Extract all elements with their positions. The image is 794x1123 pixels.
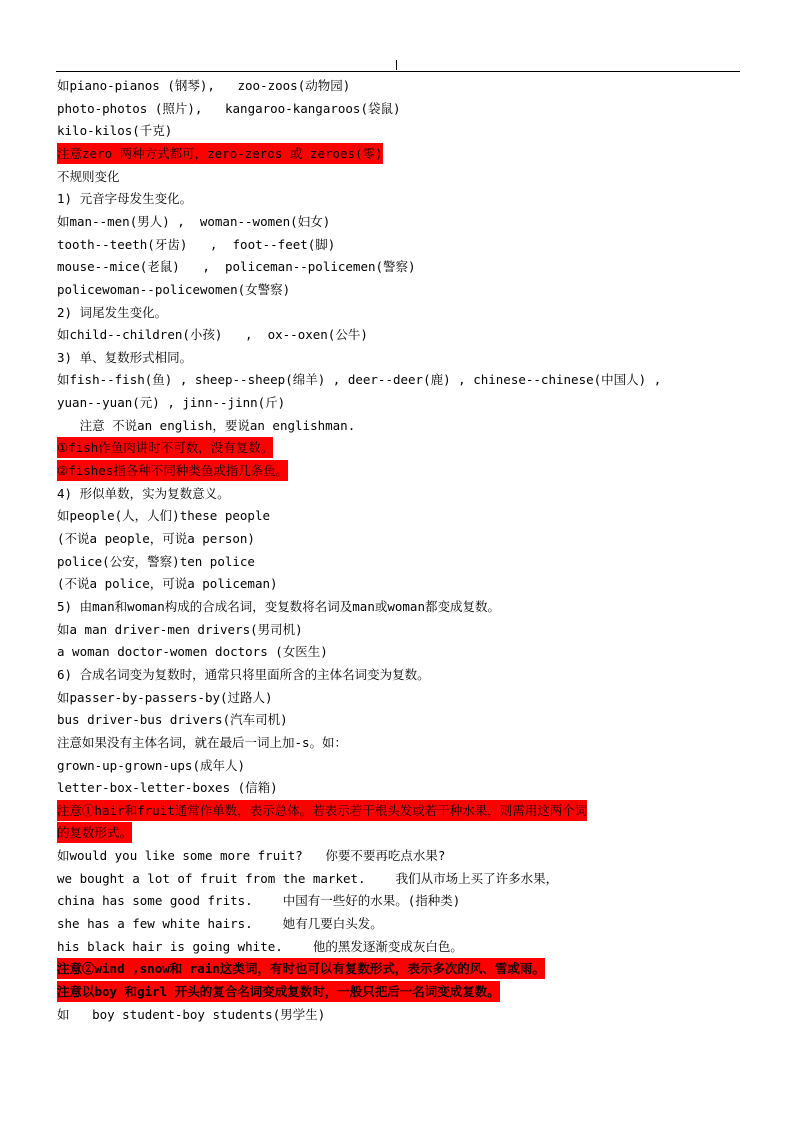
text-line: mouse--mice(老鼠) , policeman--policemen(警察) — [57, 259, 416, 275]
text-line: yuan--yuan(元) , jinn--jinn(斤) — [57, 395, 286, 411]
text-line: photo-photos (照片), kangaroo-kangaroos(袋鼠) — [57, 100, 401, 116]
text-line: 如people(人，人们)these people — [57, 508, 271, 524]
header-mark — [396, 60, 397, 70]
text-line: (不说a people，可说a person) — [57, 531, 255, 546]
text-line: 如fish--fish(鱼) , sheep--sheep(绵羊) , deer--deer(鹿) , chinese--chinese(中国人) , — [57, 372, 662, 388]
text-line: 不规则变化 — [57, 168, 120, 184]
text-line: policewoman--policewomen(女警察) — [57, 281, 291, 297]
highlighted-note-line: ①fish作鱼肉讲时不可数，没有复数。 — [57, 437, 273, 458]
highlighted-note-line: 注意②wind ,snow和 rain这类词，有时也可以有复数形式，表示多次的风、雪或雨。 — [57, 958, 545, 979]
highlighted-note-line: 注意zero 两种方式都可，zero-zeros 或 zeroes(零) — [57, 143, 383, 164]
text-line: 5) 由man和woman构成的合成名词，变复数将名词及man或woman都变成复数。 — [57, 598, 500, 614]
highlighted-note-line: 注意①hair和fruit通常作单数，表示总体。若表示若干根头发或若干种水果，则需用这两个词 — [57, 800, 587, 821]
highlighted-note-line: 的复数形式。 — [57, 822, 132, 843]
text-line: bus driver-bus drivers(汽车司机) — [57, 712, 288, 728]
text-line: his black hair is going white. 他的黑发逐渐变成灰白色。 — [57, 938, 463, 954]
text-line: 1) 元音字母发生变化。 — [57, 191, 193, 207]
text-line: she has a few white hairs. 她有几要白头发。 — [57, 916, 383, 932]
text-line: kilo-kilos(千克) — [57, 123, 173, 139]
highlighted-note-line: ②fishes指各种不同种类鱼或指几条鱼。 — [57, 460, 288, 481]
text-line: 注意如果没有主体名词，就在最后一词上加-s。如： — [57, 734, 348, 750]
text-line: china has some good frits. 中国有一些好的水果。(指种类) — [57, 893, 461, 909]
text-line: 2) 词尾发生变化。 — [57, 304, 168, 320]
text-line: (不说a police，可说a policeman) — [57, 576, 278, 592]
text-line: a woman doctor-women doctors (女医生) — [57, 644, 328, 660]
text-line: 如would you like some more fruit? 你要不要再吃点水果? — [57, 848, 446, 864]
text-line: tooth--teeth(牙齿) , foot--feet(脚) — [57, 236, 336, 252]
header-rule — [56, 71, 740, 72]
text-line: we bought a lot of fruit from the market. 我们从市场上买了许多水果， — [57, 870, 559, 886]
text-line: 如 boy student-boy students(男学生) — [57, 1006, 326, 1022]
text-line: 如man--men(男人) , woman--women(妇女) — [57, 213, 331, 229]
text-line: 3) 单、复数形式相同。 — [57, 349, 193, 365]
text-line: grown-up-grown-ups(成年人) — [57, 757, 246, 773]
text-line: 如piano-pianos (钢琴), zoo-zoos(动物园) — [57, 78, 351, 93]
text-line: 如child--children(小孩) , ox--oxen(公牛) — [57, 327, 368, 343]
text-line: 6) 合成名词变为复数时，通常只将里面所含的主体名词变为复数。 — [57, 666, 430, 682]
text-line: 注意 不说an english，要说an englishman. — [57, 417, 356, 433]
text-line: police(公安，警察)ten police — [57, 553, 255, 569]
text-line: 如a man driver-men drivers(男司机) — [57, 621, 303, 637]
text-line: 如passer-by-passers-by(过路人) — [57, 689, 273, 705]
text-line: letter-box-letter-boxes (信箱) — [57, 780, 278, 796]
highlighted-note-line: 注意以boy 和girl 开头的复合名词变成复数时，一般只把后一名词变成复数。 — [57, 981, 500, 1002]
text-line: 4) 形似单数，实为复数意义。 — [57, 485, 230, 501]
